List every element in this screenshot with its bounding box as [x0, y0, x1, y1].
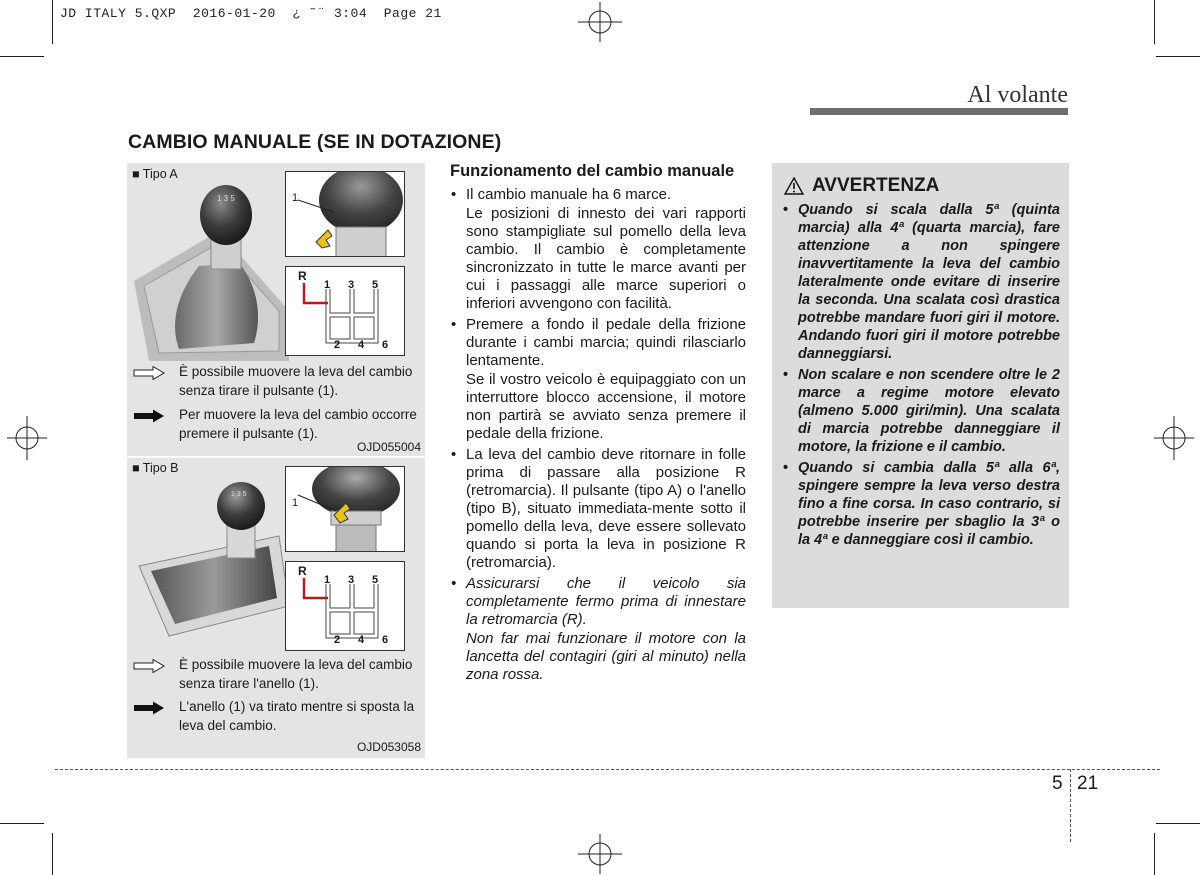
figure-label: ■ Tipo B	[132, 461, 179, 475]
crop-mark	[1156, 56, 1200, 57]
caption-row-free	[133, 362, 419, 400]
warning-item: • Quando si cambia dalla 5ª alla 6ª, spingere sempre la leva verso destra fino a fine corsa. In caso contrario, si potrebbe inserire per sbaglio la 3ª o la 4ª e danneggiare così il cambio.	[782, 459, 1060, 549]
figure-type-b	[127, 458, 425, 758]
caption-row-free	[133, 655, 419, 693]
pattern-label-4: 4	[358, 339, 365, 351]
warning-box	[772, 163, 1069, 608]
section-title: Al volante	[967, 82, 1068, 108]
operation-heading: Funzionamento del cambio manuale	[450, 162, 735, 180]
registration-mark-icon	[5, 415, 49, 461]
operation-list	[450, 186, 746, 684]
pattern-label-1: 1	[324, 574, 331, 586]
crop-mark	[0, 56, 44, 57]
caption-text: È possibile muovere la leva del cambio senza tirare il pulsante (1).	[179, 364, 413, 398]
gear-lever-illustration	[129, 476, 289, 651]
pattern-label-1: 1	[324, 279, 331, 291]
list-item	[450, 446, 746, 572]
chapter-number: 5	[1052, 773, 1063, 794]
footer-page-divider	[1070, 769, 1071, 842]
pattern-label-3: 3	[348, 279, 355, 291]
pattern-label-2: 2	[334, 339, 341, 351]
warning-title: AVVERTENZA	[812, 175, 940, 196]
solid-arrow-icon	[133, 701, 165, 715]
caption-text: È possibile muovere la leva del cambio senza tirare l'anello (1).	[179, 657, 413, 691]
bullet-continuation: Se il vostro veicolo è equipaggiato con un interruttore blocco accensione, il motore non partirà se avviato senza premere il pedale della frizione.	[466, 371, 746, 442]
ring-detail-inset	[285, 466, 405, 552]
pattern-label-4: 4	[358, 634, 365, 646]
shift-pattern-inset	[285, 561, 405, 651]
figure-code: OJD055004	[356, 440, 421, 454]
page-title: CAMBIO MANUALE (SE IN DOTAZIONE)	[128, 131, 502, 153]
crop-mark	[52, 0, 53, 44]
footer-divider	[55, 769, 1160, 770]
pattern-label-r: R	[298, 564, 307, 578]
warning-header	[784, 175, 939, 197]
outline-arrow-icon	[133, 659, 165, 673]
figure-label: ■ Tipo A	[132, 167, 178, 181]
outline-arrow-icon	[133, 366, 165, 380]
registration-mark-icon	[575, 2, 625, 42]
list-item	[450, 186, 746, 313]
warning-item: • Quando si scala dalla 5ª (quinta marcia) alla 4ª (quarta marcia), fare attenzione a non spingere inavvertitamente la leva del cambio lateralmente onde evitare di inserire la seconda. Una scalata così drastica potrebbe mandare fuori giri il motore. Andando fuori giri il motore potrebbe danneggiarsi.	[782, 201, 1060, 363]
crop-mark	[1156, 823, 1200, 824]
page-number: 21	[1077, 773, 1099, 794]
bullet-text: • Premere a fondo il pedale della frizione durante i cambi marcia; quindi rilasciarlo lentamente.	[466, 316, 746, 369]
bullet-continuation: Le posizioni di innesto dei vari rapporti sono stampigliate sul pomello della leva cambio. Il cambio è completamente sincronizzato in tutte le marce avanti per cui i passaggi alle marce superiori o inferiori avvengono con facilità.	[466, 205, 746, 312]
bullet-text: • Il cambio manuale ha 6 marce.	[466, 186, 672, 203]
svg-text:1 3 5: 1 3 5	[217, 194, 235, 203]
pattern-label-5: 5	[372, 574, 379, 586]
pattern-label-5: 5	[372, 279, 379, 291]
caption-row-pull	[133, 697, 419, 735]
registration-mark-icon	[575, 834, 625, 874]
header-bar	[810, 108, 1068, 115]
caption-text: L'anello (1) va tirato mentre si sposta la leva del cambio.	[179, 699, 415, 733]
bullet-text: • Assicurarsi che il veicolo sia completamente fermo prima di innestare la retromarcia (R).	[466, 575, 746, 628]
caption-row-press	[133, 405, 419, 443]
gear-knob-closeup	[286, 467, 405, 552]
warning-triangle-icon	[784, 177, 804, 195]
crop-mark	[52, 833, 53, 875]
gear-knob-closeup	[286, 172, 405, 257]
gear-lever-illustration	[129, 171, 289, 361]
pattern-label-r: R	[298, 269, 307, 283]
figure-code: OJD053058	[356, 740, 421, 754]
solid-arrow-icon	[133, 409, 165, 423]
pattern-label-3: 3	[348, 574, 355, 586]
caption-text: Per muovere la leva del cambio occorre premere il pulsante (1).	[179, 407, 417, 441]
figure-type-a	[127, 163, 425, 456]
callout-number: 1	[292, 192, 299, 204]
bullet-text: • La leva del cambio deve ritornare in folle prima di passare alla posizione R (retromarcia). Il pulsante (tipo A) o l'anello (tipo B), situato immediata-mente sotto il pomello della leva, deve essere sollevato quando si porta la leva in posizione R (retromarcia).	[466, 446, 746, 571]
shift-pattern-inset	[285, 266, 405, 356]
warning-list	[782, 201, 1060, 552]
warning-item: • Non scalare e non scendere oltre le 2 marce a regime motore elevato (almeno 5.000 giri/min). Una scalata di marcia potrebbe danneggiare il motore, la frizione e il cambio.	[782, 366, 1060, 456]
callout-number: 1	[292, 497, 299, 509]
button-detail-inset	[285, 171, 405, 257]
operation-section	[450, 162, 746, 687]
crop-mark	[1154, 833, 1155, 875]
list-item	[450, 316, 746, 443]
print-slug: JD ITALY 5.QXP 2016-01-20 ¿ ˜¨ 3:04 Page 21	[60, 6, 442, 21]
list-item	[450, 575, 746, 684]
bullet-continuation: Non far mai funzionare il motore con la lancetta del contagiri (giri al minuto) nella zona rossa.	[466, 630, 746, 683]
pattern-label-2: 2	[334, 634, 341, 646]
pattern-label-6: 6	[382, 339, 389, 351]
registration-mark-icon	[1152, 415, 1196, 461]
crop-mark	[0, 823, 44, 824]
crop-mark	[1154, 0, 1155, 44]
svg-text:1 3 5: 1 3 5	[231, 491, 247, 498]
pattern-label-6: 6	[382, 634, 389, 646]
